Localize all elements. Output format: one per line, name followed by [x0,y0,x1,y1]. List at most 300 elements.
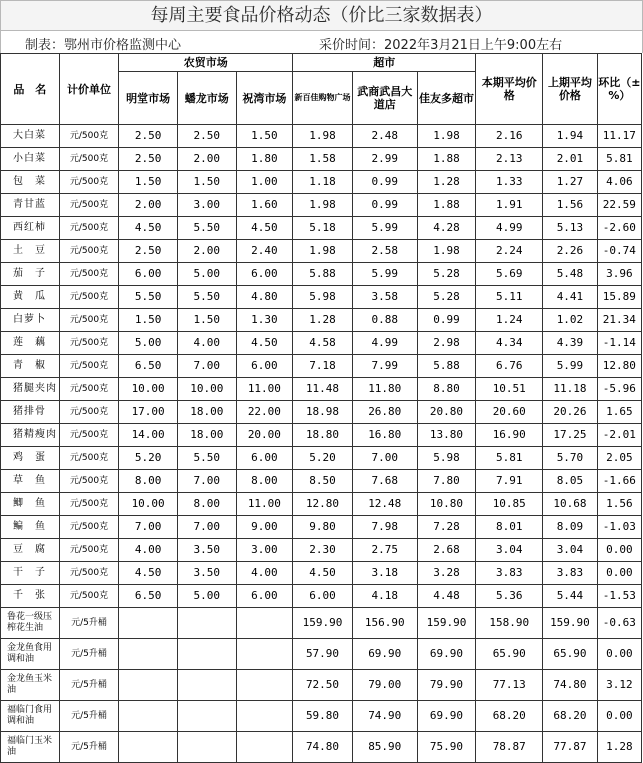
price-cell: 10.80 [417,493,476,516]
current-avg-cell: 68.20 [476,701,543,732]
current-avg-cell: 10.85 [476,493,543,516]
price-cell [236,732,293,763]
header-supermarket-jiayouduo: 佳友多超市 [417,72,476,125]
price-cell: 5.99 [352,263,417,286]
header-market-mingtang: 明堂市场 [119,72,178,125]
price-cell: 1.80 [236,148,293,171]
product-name: 干 子 [1,562,60,585]
price-unit: 元/500克 [59,493,119,516]
price-cell: 8.00 [177,493,236,516]
price-cell: 1.50 [177,171,236,194]
price-cell: 11.00 [236,378,293,401]
price-cell [177,670,236,701]
change-cell: 0.00 [597,539,641,562]
current-avg-cell: 2.16 [476,125,543,148]
price-cell [119,701,178,732]
price-unit: 元/5升桶 [59,732,119,763]
current-avg-cell: 10.51 [476,378,543,401]
table-row [1,562,642,585]
change-cell: -2.60 [597,217,641,240]
price-cell: 22.00 [236,401,293,424]
price-cell: 8.00 [119,470,178,493]
product-name: 猪排骨 [1,401,60,424]
price-unit: 元/500克 [59,355,119,378]
price-cell: 6.50 [119,585,178,608]
price-cell: 75.90 [417,732,476,763]
price-cell: 5.88 [417,355,476,378]
product-name: 黄 瓜 [1,286,60,309]
price-cell: 59.80 [293,701,353,732]
price-unit: 元/500克 [59,286,119,309]
price-cell: 7.28 [417,516,476,539]
header-current-avg: 本期平均价格 [476,54,543,125]
price-cell: 13.80 [417,424,476,447]
price-cell [119,732,178,763]
price-cell: 1.88 [417,194,476,217]
price-cell: 6.00 [119,263,178,286]
previous-avg-cell: 77.87 [543,732,598,763]
price-cell: 5.20 [293,447,353,470]
product-name: 金龙鱼玉米油 [1,670,60,701]
table-row [1,401,642,424]
product-name: 福临门食用调和油 [1,701,60,732]
table-row [1,171,642,194]
current-avg-cell: 1.24 [476,309,543,332]
price-cell: 9.80 [293,516,353,539]
price-cell: 6.00 [236,355,293,378]
price-cell: 11.00 [236,493,293,516]
price-cell: 7.68 [352,470,417,493]
current-avg-cell: 3.83 [476,562,543,585]
price-unit: 元/500克 [59,401,119,424]
price-unit: 元/500克 [59,309,119,332]
previous-avg-cell: 1.94 [543,125,598,148]
price-cell: 79.00 [352,670,417,701]
price-cell: 4.28 [417,217,476,240]
previous-avg-cell: 10.68 [543,493,598,516]
table-row [1,263,642,286]
previous-avg-cell: 1.02 [543,309,598,332]
price-cell: 2.75 [352,539,417,562]
product-name: 鳊 鱼 [1,516,60,539]
price-cell: 69.90 [417,701,476,732]
price-cell: 4.50 [293,562,353,585]
price-cell: 6.00 [236,447,293,470]
price-unit: 元/5升桶 [59,670,119,701]
table-row [1,701,642,732]
price-cell: 2.50 [119,148,178,171]
price-cell: 16.80 [352,424,417,447]
price-cell: 3.50 [177,539,236,562]
price-cell: 5.99 [352,217,417,240]
price-cell: 14.00 [119,424,178,447]
price-cell: 5.50 [177,286,236,309]
table-row [1,732,642,763]
previous-avg-cell: 5.70 [543,447,598,470]
price-cell: 1.88 [417,148,476,171]
price-table [0,53,642,763]
change-cell: 0.00 [597,562,641,585]
price-cell [236,639,293,670]
current-avg-cell: 7.91 [476,470,543,493]
change-cell: -1.66 [597,470,641,493]
price-unit: 元/5升桶 [59,608,119,639]
collection-time-label: 采价时间：2022年3月21日上午9:00左右 [319,38,563,53]
product-name: 白萝卜 [1,309,60,332]
change-cell: 1.28 [597,732,641,763]
price-unit: 元/500克 [59,470,119,493]
product-name: 猪腿夹肉 [1,378,60,401]
price-cell: 4.50 [119,562,178,585]
price-cell: 5.50 [177,447,236,470]
header-unit: 计价单位 [59,54,119,125]
price-cell: 2.48 [352,125,417,148]
producer-label: 制表：鄂州市价格监测中心 [25,38,182,53]
current-avg-cell: 78.87 [476,732,543,763]
previous-avg-cell: 8.05 [543,470,598,493]
price-cell: 1.00 [236,171,293,194]
previous-avg-cell: 20.26 [543,401,598,424]
price-cell: 1.18 [293,171,353,194]
price-cell: 1.98 [293,194,353,217]
price-cell: 20.80 [417,401,476,424]
price-unit: 元/500克 [59,148,119,171]
price-unit: 元/5升桶 [59,639,119,670]
change-cell: 2.05 [597,447,641,470]
price-cell [177,639,236,670]
change-cell: 0.00 [597,701,641,732]
current-avg-cell: 4.34 [476,332,543,355]
header-supermarket-wushang: 武商武昌大道店 [352,72,417,125]
price-cell: 5.50 [119,286,178,309]
previous-avg-cell: 2.26 [543,240,598,263]
price-cell: 2.50 [119,240,178,263]
table-row [1,493,642,516]
price-unit: 元/500克 [59,539,119,562]
product-name: 西红柿 [1,217,60,240]
price-unit: 元/500克 [59,332,119,355]
change-cell: 5.81 [597,148,641,171]
price-cell [177,732,236,763]
price-cell: 4.58 [293,332,353,355]
change-cell: -5.96 [597,378,641,401]
price-unit: 元/500克 [59,516,119,539]
current-avg-cell: 4.99 [476,217,543,240]
product-name: 千 张 [1,585,60,608]
price-cell: 74.90 [352,701,417,732]
price-unit: 元/500克 [59,585,119,608]
previous-avg-cell: 2.01 [543,148,598,171]
price-cell: 5.00 [177,263,236,286]
price-cell: 0.99 [352,171,417,194]
meta-bar [0,31,643,53]
price-cell: 1.30 [236,309,293,332]
product-name: 青甘蓝 [1,194,60,217]
change-cell: -2.01 [597,424,641,447]
price-cell: 4.00 [177,332,236,355]
price-cell: 2.68 [417,539,476,562]
price-cell: 69.90 [352,639,417,670]
price-cell: 2.30 [293,539,353,562]
table-row [1,470,642,493]
price-cell [236,701,293,732]
price-cell: 4.50 [236,217,293,240]
change-cell: 11.17 [597,125,641,148]
price-cell: 2.00 [177,148,236,171]
header-supermarket-xinbaijia: 新百佳购物广场 [293,72,353,125]
price-cell: 4.50 [236,332,293,355]
price-cell: 85.90 [352,732,417,763]
price-cell: 18.00 [177,401,236,424]
price-cell: 7.00 [119,516,178,539]
price-cell: 5.50 [177,217,236,240]
price-unit: 元/500克 [59,240,119,263]
table-row [1,194,642,217]
price-cell: 7.00 [177,470,236,493]
price-cell: 74.80 [293,732,353,763]
price-cell: 5.98 [417,447,476,470]
product-name: 猪精瘦肉 [1,424,60,447]
price-cell: 1.50 [177,309,236,332]
table-row [1,217,642,240]
table-row [1,516,642,539]
product-name: 小白菜 [1,148,60,171]
price-cell: 0.99 [417,309,476,332]
price-cell: 1.50 [119,309,178,332]
price-cell: 156.90 [352,608,417,639]
change-cell: -1.14 [597,332,641,355]
product-name: 草 鱼 [1,470,60,493]
current-avg-cell: 5.11 [476,286,543,309]
change-cell: -0.74 [597,240,641,263]
price-cell: 1.50 [119,171,178,194]
price-cell: 7.00 [177,355,236,378]
price-cell: 0.99 [352,194,417,217]
price-cell: 1.98 [293,125,353,148]
price-cell: 6.00 [236,585,293,608]
previous-avg-cell: 159.90 [543,608,598,639]
table-row [1,539,642,562]
change-cell: -0.63 [597,608,641,639]
current-avg-cell: 20.60 [476,401,543,424]
price-cell: 159.90 [417,608,476,639]
previous-avg-cell: 68.20 [543,701,598,732]
price-cell: 8.00 [236,470,293,493]
product-name: 鲫 鱼 [1,493,60,516]
price-cell: 8.50 [293,470,353,493]
previous-avg-cell: 3.83 [543,562,598,585]
price-cell: 69.90 [417,639,476,670]
price-cell: 4.99 [352,332,417,355]
price-cell: 7.80 [417,470,476,493]
price-cell: 12.48 [352,493,417,516]
change-cell: -1.03 [597,516,641,539]
product-name: 茄 子 [1,263,60,286]
price-cell: 3.50 [177,562,236,585]
price-cell: 2.99 [352,148,417,171]
change-cell: 4.06 [597,171,641,194]
price-cell: 20.00 [236,424,293,447]
price-cell: 1.50 [236,125,293,148]
price-cell: 9.00 [236,516,293,539]
price-unit: 元/500克 [59,562,119,585]
product-name: 鲁花一级压榨花生油 [1,608,60,639]
price-cell: 5.20 [119,447,178,470]
price-unit: 元/5升桶 [59,701,119,732]
price-cell: 3.58 [352,286,417,309]
price-cell: 11.80 [352,378,417,401]
change-cell: 21.34 [597,309,641,332]
previous-avg-cell: 4.39 [543,332,598,355]
header-market-panlong: 蟠龙市场 [177,72,236,125]
change-cell: 3.96 [597,263,641,286]
previous-avg-cell: 8.09 [543,516,598,539]
current-avg-cell: 5.81 [476,447,543,470]
price-cell [119,639,178,670]
previous-avg-cell: 5.99 [543,355,598,378]
price-cell: 6.50 [119,355,178,378]
price-cell: 5.18 [293,217,353,240]
price-cell: 1.58 [293,148,353,171]
price-cell: 1.98 [293,240,353,263]
table-body [1,125,642,763]
price-cell: 2.50 [177,125,236,148]
table-row [1,670,642,701]
price-cell: 4.50 [119,217,178,240]
price-cell [119,670,178,701]
header-market-zhuwan: 祝湾市场 [236,72,293,125]
table-row [1,332,642,355]
table-row [1,378,642,401]
price-cell: 1.28 [293,309,353,332]
change-cell: 1.65 [597,401,641,424]
price-cell: 2.50 [119,125,178,148]
price-cell: 2.00 [177,240,236,263]
price-cell: 159.90 [293,608,353,639]
price-cell: 2.98 [417,332,476,355]
current-avg-cell: 3.04 [476,539,543,562]
table-row [1,286,642,309]
change-cell: 1.56 [597,493,641,516]
price-unit: 元/500克 [59,171,119,194]
header-change: 环比（±%） [597,54,641,125]
price-cell: 2.40 [236,240,293,263]
price-cell: 5.98 [293,286,353,309]
table-row [1,148,642,171]
price-cell [119,608,178,639]
table-row [1,639,642,670]
price-cell: 7.99 [352,355,417,378]
price-cell: 1.98 [417,125,476,148]
price-cell: 18.80 [293,424,353,447]
current-avg-cell: 16.90 [476,424,543,447]
price-unit: 元/500克 [59,447,119,470]
table-row [1,447,642,470]
product-name: 土 豆 [1,240,60,263]
price-unit: 元/500克 [59,217,119,240]
product-name: 福临门玉米油 [1,732,60,763]
price-cell: 7.00 [177,516,236,539]
change-cell: 12.80 [597,355,641,378]
price-cell: 1.98 [417,240,476,263]
change-cell: 0.00 [597,639,641,670]
previous-avg-cell: 1.27 [543,171,598,194]
price-cell [236,608,293,639]
price-cell: 1.28 [417,171,476,194]
table-row [1,585,642,608]
price-unit: 元/500克 [59,263,119,286]
current-avg-cell: 5.36 [476,585,543,608]
current-avg-cell: 5.69 [476,263,543,286]
price-cell: 6.00 [236,263,293,286]
price-cell: 3.18 [352,562,417,585]
price-cell: 4.00 [119,539,178,562]
table-row [1,355,642,378]
current-avg-cell: 2.24 [476,240,543,263]
previous-avg-cell: 17.25 [543,424,598,447]
price-cell: 7.18 [293,355,353,378]
current-avg-cell: 158.90 [476,608,543,639]
previous-avg-cell: 4.41 [543,286,598,309]
product-name: 包 菜 [1,171,60,194]
change-cell: 22.59 [597,194,641,217]
current-avg-cell: 8.01 [476,516,543,539]
price-cell: 18.98 [293,401,353,424]
price-cell: 4.00 [236,562,293,585]
current-avg-cell: 1.33 [476,171,543,194]
previous-avg-cell: 65.90 [543,639,598,670]
price-cell: 18.00 [177,424,236,447]
previous-avg-cell: 74.80 [543,670,598,701]
previous-avg-cell: 5.48 [543,263,598,286]
price-cell: 11.48 [293,378,353,401]
price-unit: 元/500克 [59,378,119,401]
price-unit: 元/500克 [59,424,119,447]
current-avg-cell: 2.13 [476,148,543,171]
price-cell: 5.00 [119,332,178,355]
product-name: 鸡 蛋 [1,447,60,470]
current-avg-cell: 6.76 [476,355,543,378]
header-farm-market: 农贸市场 [119,54,293,72]
previous-avg-cell: 5.44 [543,585,598,608]
price-cell: 26.80 [352,401,417,424]
price-cell: 2.58 [352,240,417,263]
price-cell: 4.18 [352,585,417,608]
change-cell: -1.53 [597,585,641,608]
previous-avg-cell: 3.04 [543,539,598,562]
previous-avg-cell: 1.56 [543,194,598,217]
price-cell: 12.80 [293,493,353,516]
price-unit: 元/500克 [59,125,119,148]
product-name: 莲 藕 [1,332,60,355]
price-cell: 5.28 [417,286,476,309]
table-row [1,424,642,447]
previous-avg-cell: 11.18 [543,378,598,401]
price-cell: 4.80 [236,286,293,309]
current-avg-cell: 65.90 [476,639,543,670]
price-cell: 3.28 [417,562,476,585]
price-cell: 4.48 [417,585,476,608]
price-cell: 5.28 [417,263,476,286]
price-cell: 7.98 [352,516,417,539]
page-title: 每周主要食品价格动态（价比三家数据表） [0,0,643,31]
product-name: 大白菜 [1,125,60,148]
table-row [1,309,642,332]
product-name: 豆 腐 [1,539,60,562]
table-row [1,125,642,148]
header-previous-avg: 上期平均价格 [543,54,598,125]
change-cell: 15.89 [597,286,641,309]
